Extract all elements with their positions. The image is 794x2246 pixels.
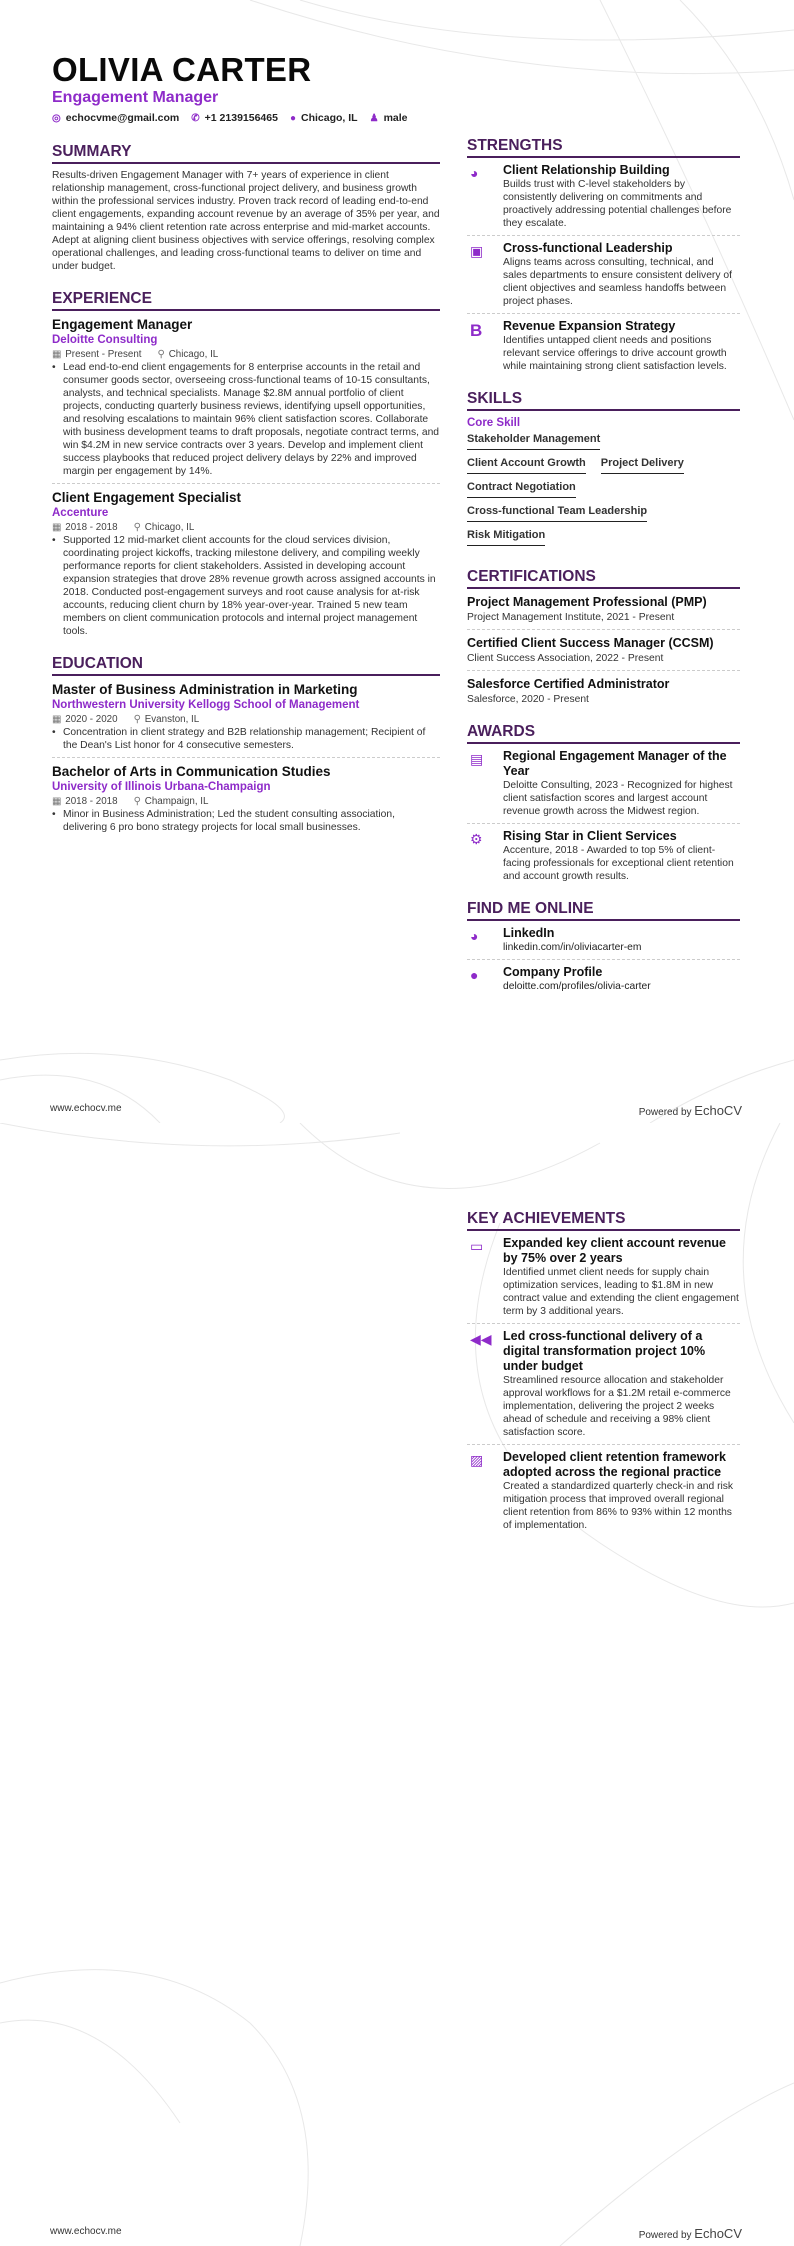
- bullet-icon: •: [52, 535, 56, 546]
- description: Concentration in client strategy and B2B relationship management; Recipient of the Dean's List honor for 4 consecutive semesters.: [63, 727, 426, 751]
- award-item: [467, 749, 740, 818]
- brand-logo: EchoCV: [694, 2226, 742, 2241]
- experience-entry: [52, 316, 440, 478]
- phone-icon: ✆: [191, 113, 200, 124]
- location: Chicago, IL: [144, 522, 195, 533]
- certification-item: [467, 635, 740, 665]
- footer-powered: [639, 2226, 742, 2241]
- position-title: Engagement Manager: [52, 317, 193, 332]
- award-item: [467, 829, 740, 883]
- divider: [467, 629, 740, 630]
- person-icon: ♟: [369, 113, 379, 124]
- location: Champaign, IL: [144, 796, 209, 807]
- experience-entry: [52, 489, 440, 638]
- location: Evanston, IL: [144, 714, 200, 725]
- location: Chicago, IL: [301, 112, 358, 124]
- calendar-icon: ▦: [52, 714, 62, 725]
- at-icon: ◎: [52, 113, 61, 124]
- achievement-title: Expanded key client account revenue by 75% over 2 years: [503, 1236, 726, 1265]
- cert-detail: Project Management Institute, 2021 - Present: [467, 612, 675, 623]
- divider: [467, 1323, 740, 1324]
- online-heading: FIND ME ONLINE: [467, 899, 740, 921]
- dates: Present - Present: [65, 349, 142, 360]
- strength-text: Builds trust with C-level stakeholders by consistently delivering on commitments and proactively addressing potential challenges before they escalate.: [503, 179, 732, 229]
- skill-tag: Cross-functional Team Leadership: [467, 503, 647, 522]
- experience-heading: EXPERIENCE: [52, 289, 440, 311]
- bullet-icon: •: [52, 727, 56, 738]
- description: Supported 12 mid-market client accounts for the cloud services division, coordinating project kickoffs, tracking milestone delivery, and compiling weekly performance reports for client stakeholders. Assisted in developing account expansion strategies that drove 28% revenue growth across assigned accounts in 2018. Conducted post-engagement surveys and root cause analysis for at-risk accounts, reducing client churn by 18% year-over-year. Trained 5 new team members on client communication protocols and internal project management tools.: [63, 535, 436, 637]
- bullet-icon: •: [52, 362, 56, 373]
- money-icon: ▭: [470, 1238, 484, 1254]
- location-icon: ●: [289, 113, 296, 124]
- school: University of Illinois Urbana-Champaign: [52, 781, 271, 793]
- achievement-title: Developed client retention framework adopted across the regional practice: [503, 1450, 726, 1479]
- location-icon: ⚲: [157, 349, 165, 360]
- brand-logo: EchoCV: [694, 1103, 742, 1118]
- achievement-text: Identified unmet client needs for supply chain optimization services, leading to $1.8M in new contract value and extending the client engagement term by 3 additional years.: [503, 1267, 739, 1317]
- skill-tag: Stakeholder Management: [467, 431, 600, 450]
- footer-site[interactable]: www.echocv.me: [50, 1103, 122, 1114]
- email[interactable]: echocvme@gmail.com: [65, 112, 180, 124]
- calendar-icon: ▦: [52, 796, 62, 807]
- comment-slash-icon: ▨: [470, 1452, 484, 1468]
- footer-powered: [639, 1103, 742, 1118]
- gear-icon: ⚙: [470, 831, 483, 847]
- rewind-icon: ◀◀: [470, 1331, 492, 1347]
- location-icon: ⚲: [133, 796, 141, 807]
- skill-tag: Contract Negotiation: [467, 479, 576, 498]
- achievement-title: Led cross-functional delivery of a digital transformation project 10% under budget: [503, 1329, 706, 1373]
- dates: 2018 - 2018: [65, 796, 118, 807]
- strength-title: Client Relationship Building: [503, 163, 670, 177]
- awards-heading: AWARDS: [467, 722, 740, 744]
- online-link[interactable]: deloitte.com/profiles/olivia-carter: [503, 981, 651, 992]
- contact-info: [52, 112, 440, 124]
- company-name: Accenture: [52, 507, 109, 519]
- cert-title: Certified Client Success Manager (CCSM): [467, 636, 714, 650]
- divider: [467, 313, 740, 314]
- calendar-icon: ▦: [52, 522, 62, 533]
- skill-tag: Client Account Growth: [467, 455, 586, 474]
- online-title: LinkedIn: [503, 926, 555, 940]
- divider: [467, 1444, 740, 1445]
- summary-text: Results-driven Engagement Manager with 7+ years of experience in client relationship management, cross-functional project delivery, and business growth within the professional services industry. Proven track record of leading end-to-end client engagements, expanding account revenue by an average of 35% per year, and maintaining a 94% client retention rate across enterprise and mid-market accounts. Adept at aligning client business objectives with service offerings, resolving complex operational challenges, and leading cross-functional teams to deliver on time and under budget.: [52, 170, 440, 272]
- dates: 2020 - 2020: [65, 714, 118, 725]
- strength-text: Identifies untapped client needs and positions relevant service offerings to drive account growth while maintaining strong client satisfaction levels.: [503, 335, 727, 372]
- location-icon: ⚲: [133, 714, 141, 725]
- education-heading: EDUCATION: [52, 654, 440, 676]
- bold-b-icon: B: [470, 321, 483, 340]
- online-title: Company Profile: [503, 965, 603, 979]
- strength-text: Aligns teams across consulting, technical, and sales departments to ensure consistent delivery of client objectives and seamless handoffs between project phases.: [503, 257, 732, 307]
- achievement-text: Streamlined resource allocation and stakeholder approval workflows for a $1.2M retail e-commerce implementation, delivering the project 2 weeks ahead of schedule and receiving a 98% client satisfaction score.: [503, 1375, 731, 1438]
- resume-page-2: [0, 1123, 794, 2246]
- bullet-icon: •: [52, 809, 56, 820]
- cert-title: Salesforce Certified Administrator: [467, 677, 670, 691]
- strength-item: [467, 319, 740, 373]
- certification-item: [467, 594, 740, 624]
- degree: Bachelor of Arts in Communication Studies: [52, 764, 331, 779]
- powered-by-label: Powered by: [638, 2230, 692, 2241]
- strength-title: Revenue Expansion Strategy: [503, 319, 676, 333]
- summary-heading: SUMMARY: [52, 142, 440, 164]
- cert-detail: Salesforce, 2020 - Present: [467, 694, 589, 705]
- divider: [52, 757, 440, 758]
- award-text: Deloitte Consulting, 2023 - Recognized for highest client satisfaction scores and largest account revenue growth across the Midwest region.: [503, 780, 733, 817]
- gender: male: [383, 112, 408, 124]
- online-link[interactable]: linkedin.com/in/oliviacarter-em: [503, 942, 642, 953]
- location-icon: ⚲: [133, 522, 141, 533]
- degree: Master of Business Administration in Marketing: [52, 682, 358, 697]
- pie-chart-icon: ◕: [470, 928, 479, 944]
- powered-by-label: Powered by: [638, 1107, 692, 1118]
- school: Northwestern University Kellogg School of Management: [52, 699, 360, 711]
- skill-tag: Project Delivery: [601, 455, 684, 474]
- strengths-heading: STRENGTHS: [467, 136, 740, 158]
- cert-detail: Client Success Association, 2022 - Present: [467, 653, 664, 664]
- award-text: Accenture, 2018 - Awarded to top 5% of client-facing professionals for exceptional client retention and account growth results.: [503, 845, 734, 882]
- education-entry: [52, 763, 440, 834]
- certifications-heading: CERTIFICATIONS: [467, 567, 740, 589]
- strength-item: [467, 163, 740, 230]
- achievement-text: Created a standardized quarterly check-in and risk mitigation process that improved overall regional client retention from 86% to 93% within 12 months of implementation.: [503, 1481, 734, 1531]
- company-name: Deloitte Consulting: [52, 334, 158, 346]
- cert-title: Project Management Professional (PMP): [467, 595, 707, 609]
- online-item: [467, 965, 740, 993]
- achievements-heading: KEY ACHIEVEMENTS: [467, 1209, 740, 1231]
- skill-category: Core Skill: [467, 417, 521, 429]
- skill-tag: Risk Mitigation: [467, 527, 545, 546]
- award-title: Rising Star in Client Services: [503, 829, 677, 843]
- description: Minor in Business Administration; Led the student consulting association, delivering 6 pro bono strategy projects for local small businesses.: [63, 809, 395, 833]
- document-icon: ▤: [470, 751, 484, 767]
- skills-list: [467, 431, 740, 551]
- phone[interactable]: +1 2139156465: [204, 112, 278, 124]
- pie-chart-icon: ◕: [470, 165, 479, 181]
- strength-item: [467, 241, 740, 308]
- divider: [52, 483, 440, 484]
- divider: [467, 959, 740, 960]
- dates: 2018 - 2018: [65, 522, 118, 533]
- candidate-name: OLIVIA CARTER: [52, 51, 312, 88]
- skills-heading: SKILLS: [467, 389, 740, 411]
- job-title: Engagement Manager: [52, 89, 219, 106]
- calendar-icon: ▦: [52, 349, 62, 360]
- strength-title: Cross-functional Leadership: [503, 241, 673, 255]
- footer-site[interactable]: www.echocv.me: [50, 2226, 122, 2237]
- award-title: Regional Engagement Manager of the Year: [503, 749, 727, 778]
- achievement-item: [467, 1450, 740, 1532]
- online-item: [467, 926, 740, 954]
- achievement-item: [467, 1236, 740, 1318]
- description: Lead end-to-end client engagements for 8 enterprise accounts in the retail and consumer goods sector, overseeing cross-functional teams of 10-15 consultants, analysts, and technical specialists. Manage $2.8M annual portfolio of client projects, conducting quarterly business reviews, identifying upsell opportunities, and resolving escalations to maintain 96% client satisfaction scores. Collaborate with business development teams to draft proposals, negotiate contract terms, and win $4.2M in new service contracts over 3 years. Develop and implement client success playbooks that reduced project delivery delays by 22% and improved margin per engagement by 14%.: [63, 362, 440, 477]
- chat-bubble-icon: ●: [470, 967, 479, 983]
- location: Chicago, IL: [168, 349, 219, 360]
- position-title: Client Engagement Specialist: [52, 490, 242, 505]
- achievement-item: [467, 1329, 740, 1439]
- education-entry: [52, 681, 440, 752]
- divider: [467, 670, 740, 671]
- certification-item: [467, 676, 740, 706]
- divider: [467, 235, 740, 236]
- divider: [467, 823, 740, 824]
- terminal-icon: ▣: [470, 243, 484, 259]
